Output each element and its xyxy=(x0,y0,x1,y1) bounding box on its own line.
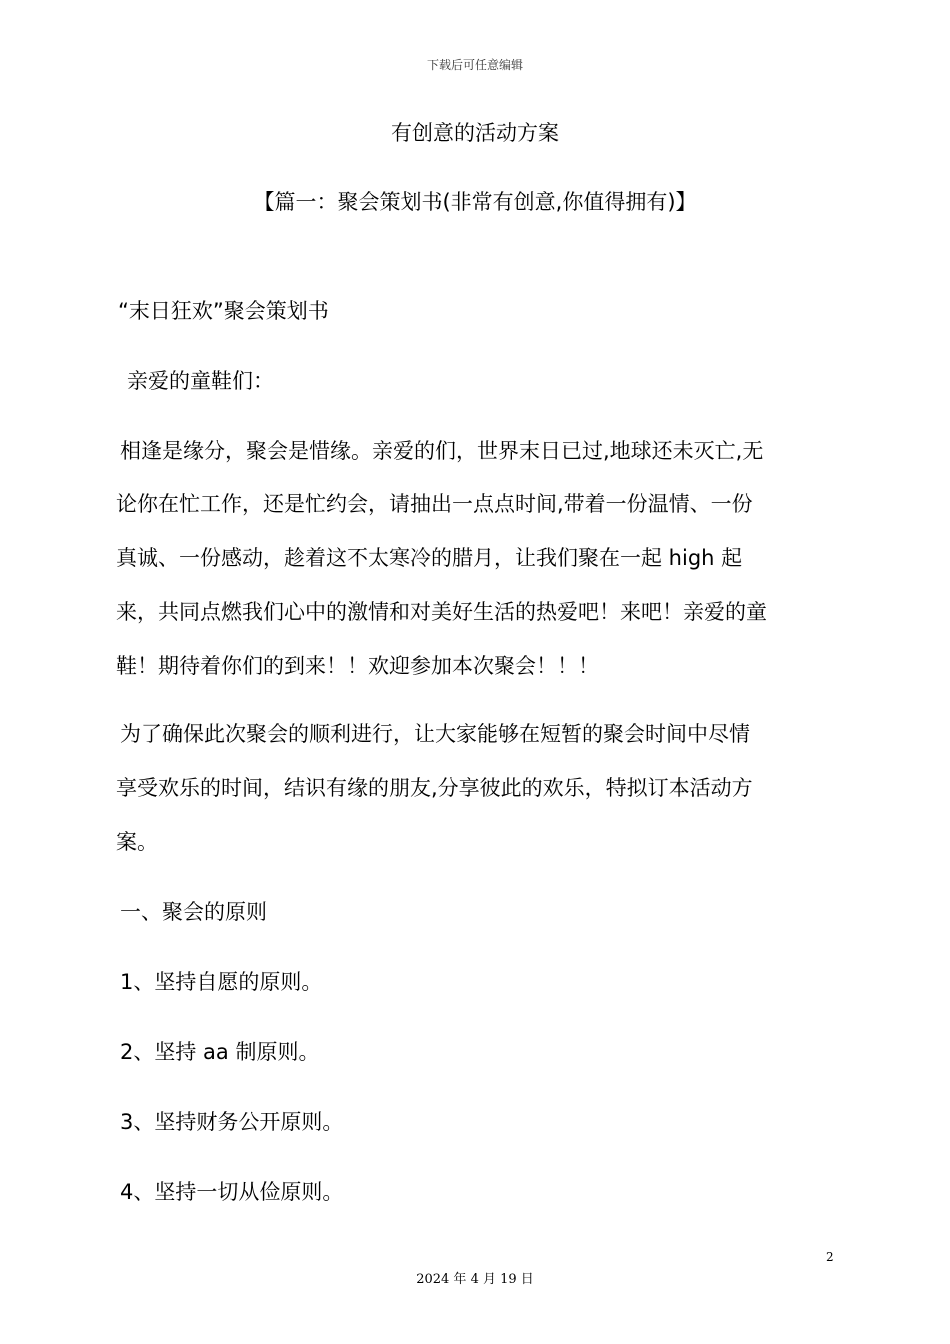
list-item: 3、坚持财务公开原则。 xyxy=(120,1110,344,1134)
list-item: 1、坚持自愿的原则。 xyxy=(120,970,323,994)
page-number: 2 xyxy=(826,1250,834,1264)
section-heading: 一、聚会的原则 xyxy=(120,900,267,924)
paragraph-line: 鞋！期待着你们的到来！！欢迎参加本次聚会！！！ xyxy=(116,654,599,678)
greeting: 亲爱的童鞋们： xyxy=(127,369,274,393)
plan-title: “末日狂欢”聚会策划书 xyxy=(118,299,329,323)
paragraph-line: 案。 xyxy=(116,830,158,854)
paragraph-line: 来，共同点燃我们心中的激情和对美好生活的热爱吧！来吧！亲爱的童 xyxy=(116,600,767,624)
document-subtitle: 【篇一：聚会策划书(非常有创意,你值得拥有)】 xyxy=(253,190,697,214)
paragraph-line: 论你在忙工作，还是忙约会，请抽出一点点时间,带着一份温情、一份 xyxy=(116,492,753,516)
list-item: 4、坚持一切从俭原则。 xyxy=(120,1180,344,1204)
document-title: 有创意的活动方案 xyxy=(391,121,559,145)
list-item: 2、坚持 aa 制原则。 xyxy=(120,1040,320,1064)
paragraph-line: 真诚、一份感动，趁着这不太寒冷的腊月，让我们聚在一起 high 起 xyxy=(116,546,743,570)
footer-date: 2024 年 4 月 19 日 xyxy=(416,1272,534,1287)
paragraph-line: 为了确保此次聚会的顺利进行，让大家能够在短暂的聚会时间中尽情 xyxy=(120,722,750,746)
paragraph-line: 相逢是缘分，聚会是惜缘。亲爱的们，世界末日已过,地球还未灭亡,无 xyxy=(120,439,764,463)
page-header-note: 下载后可任意编辑 xyxy=(426,58,523,72)
paragraph-line: 享受欢乐的时间，结识有缘的朋友,分享彼此的欢乐，特拟订本活动方 xyxy=(116,776,753,800)
